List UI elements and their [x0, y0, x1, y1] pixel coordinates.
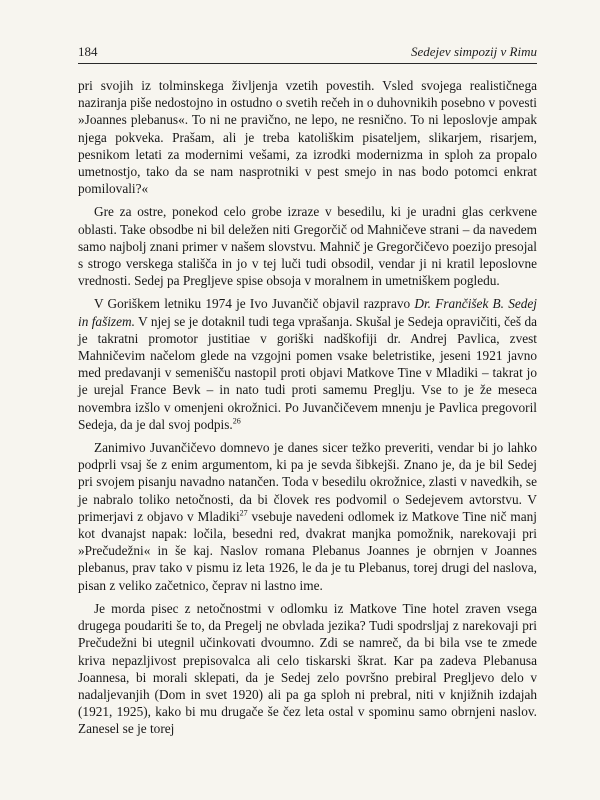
text-run: V njej se je dotaknil tudi tega vprašanja. Skušal je Sedeja opravičiti, češ da je takratni promotor justitiae v goriški nadškofiji dr. Andrej Pavlica, zvest Mahničevim načelom glede na vzgojni pomen vsake beletristike, jeseni 1921 javno med predavanji v semenišču nastopil proti objavi Matkove Tine v Mladiki – takrat jo je urejal France Bevk – in nato tudi proti samemu Preglju. Vse to je že meseca novembra izšlo v omenjeni okrožnici. Po Juvančičevem mnenju je Pavlica pregovoril Sedeja, da je dal svoj podpis. [78, 313, 538, 432]
running-title: Sedejev simpozij v Rimu [411, 44, 537, 59]
paragraph [78, 295, 537, 433]
text-run: Gre za ostre, ponekod celo grobe izraze v besedilu, ki je uradni glas cerkvene oblasti. Take obsodbe ni bil deležen niti Gregorčič od Mahničeve strani – da navedem samo najbolj znani primer v našem slovstvu. Mahnič je Gregorčičevo poezijo presojal s strogo verskega stališča in jo v tej luči tudi obsodil, vendar ji ni kratil leposlovne vrednosti. Sedej pa Pregljeve spise obsoja v moralnem in umetniškem pogledu. [78, 204, 537, 289]
page-header [78, 43, 537, 64]
text-run: V Goriškem letniku 1974 je Ivo Juvančič objavil razpravo [94, 296, 415, 312]
text-run: vsebuje navedeni odlomek iz Matkove Tine nič manj kot dvanajst napak: ločila, besedni red, dvakrat manjka pomožnik, narekovaji pri »Prečudežni« in še kaj. Naslov romana Plebanus Joannes je obrnjen v Joannes plebanus, prav tako v pismu iz leta 1926, le da je tu Plebanus, torej drugi del naslova, pisan z veliko začetnico, čeprav ni lastno ime. [78, 508, 537, 593]
body-text [78, 77, 537, 738]
footnote-ref: 26 [232, 416, 241, 426]
text-run: Zanimivo Juvančičevo domnevo je danes sicer težko preveriti, vendar bi jo lahko podprli vsaj še z enim argumentom, ki pa je sevda šibkejši. Znano je, da je bil Sedej pri svojem pisanju navadno natančen. Toda v besedilu okrožnice, zlasti v navedkih, se je nabralo toliko netočnosti, da bi človek res podvomil o Sedejevem avtorstvu. V primerjavi z objavo v Mladiki [78, 440, 537, 524]
italic-title: Dr. Frančišek B. Sedej in fašizem. [78, 296, 537, 329]
paragraph [78, 439, 537, 594]
text-run: Je morda pisec z netočnostmi v odlomku iz Matkove Tine hotel zraven vsega drugega poudariti še to, da Pregelj ne obvlada jezika? Tudi spodrsljaj z narekovaji pri Prečudežni bi utegnil učinkovati dvoumno. Zdi se namreč, da bi bila vse te zmede kriva nepazljivost prepisovalca ali celo tiskarski škrat. Kar pa zadeva Plebanusa Joannesa, bi morali sklepati, da je Sedej zelo površno prebiral Pregljevo delo v nadaljevanjih (Dom in svet 1920) ali pa ga sploh ni prebral, niti v knjižnih izdajah (1921, 1925), kako bi mu drugače še čez leta ostal v spominu samo obrnjeni naslov. Zanesel se je torej [78, 600, 537, 737]
paragraph [78, 203, 537, 289]
text-run: pri svojih iz tolminskega življenja vzetih povestih. Vsled svojega realističnega naziranja piše nedostojno in ostudno o svetih rečeh in o duhovnikih posebno v povesti »Joannes plebanus«. To ni ne pravično, ne lepo, ne resnično. To ni leposlovje ampak njega pokveka. Prašam, ali je treba katoliškim pisateljem, slikarjem, risarjem, pesnikom letati za modernimi vešami, za izrodki modernizma in sploh za propalo umetnostjo, tako da se nam nasprotniki v pest smejo in nas bodo potomci enkrat pomilovali?« [78, 78, 537, 197]
paragraph [78, 77, 537, 197]
paragraph [78, 600, 537, 738]
page-number: 184 [78, 44, 98, 59]
footnote-ref: 27 [239, 508, 248, 518]
